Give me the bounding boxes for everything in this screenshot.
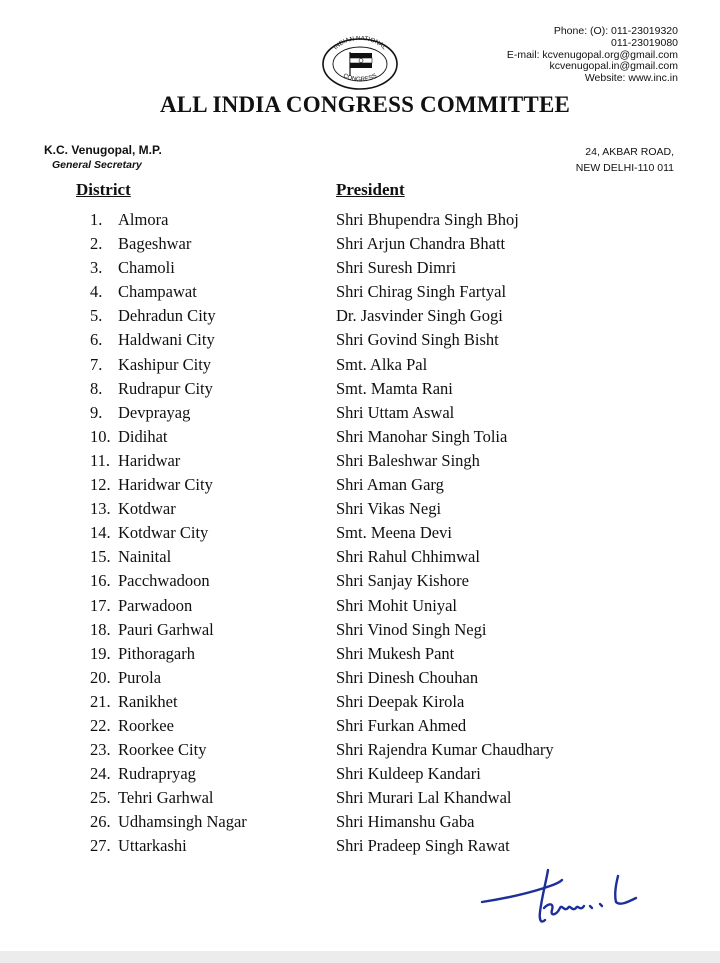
district-name: Pithoragarh	[118, 643, 195, 663]
list-item-number: 24.	[90, 764, 111, 784]
district-name: Kotdwar City	[118, 523, 209, 543]
district-column-header: District	[76, 180, 131, 199]
president-name: Shri Uttam Aswal	[336, 402, 455, 422]
list-item	[0, 594, 720, 618]
president-name: Shri Mohit Uniyal	[336, 595, 458, 615]
district-name: Nainital	[118, 547, 172, 567]
list-item	[0, 714, 720, 738]
svg-text:CONGRESS	[342, 72, 378, 83]
list-item-number: 27.	[90, 836, 111, 856]
office-address	[576, 144, 674, 176]
list-item-number: 9.	[90, 402, 103, 422]
president-name: Smt. Alka Pal	[336, 354, 428, 374]
committee-title: ALL INDIA CONGRESS COMMITTEE	[159, 92, 571, 117]
list-item-number: 20.	[90, 667, 111, 687]
list-item-number: 5.	[90, 306, 103, 326]
president-name: Shri Himanshu Gaba	[336, 812, 475, 832]
president-name: Shri Manohar Singh Tolia	[336, 426, 508, 446]
list-item-number: 10.	[90, 426, 111, 446]
district-name: Champawat	[118, 282, 197, 302]
list-item	[0, 810, 720, 834]
list-item	[0, 545, 720, 569]
president-name: Shri Rajendra Kumar Chaudhary	[336, 740, 554, 760]
president-name: Smt. Mamta Rani	[336, 378, 453, 398]
district-name: Tehri Garhwal	[118, 788, 214, 808]
list-item	[0, 834, 720, 858]
list-item-number: 23.	[90, 740, 111, 760]
list-item-number: 25.	[90, 788, 111, 808]
president-name: Shri Kuldeep Kandari	[336, 764, 481, 784]
district-name: Rudrapryag	[118, 764, 196, 784]
logo-text-top: INDIAN NATIONAL	[332, 36, 388, 52]
list-item-number: 7.	[90, 354, 103, 374]
district-name: Chamoli	[118, 258, 175, 278]
address-line-1: 24, AKBAR ROAD,	[585, 146, 674, 158]
scan-bottom-edge	[0, 951, 720, 963]
president-name: Shri Chirag Singh Fartyal	[336, 282, 507, 302]
district-name: Pauri Garhwal	[118, 619, 214, 639]
list-item	[0, 232, 720, 256]
list-item-number: 8.	[90, 378, 103, 398]
district-name: Purola	[118, 667, 162, 687]
list-item	[0, 304, 720, 328]
list-item-number: 4.	[90, 282, 103, 302]
president-name: Shri Suresh Dimri	[336, 258, 457, 278]
list-item-number: 21.	[90, 691, 111, 711]
list-item-number: 15.	[90, 547, 111, 567]
president-name: Shri Vinod Singh Negi	[336, 619, 487, 639]
president-name: Smt. Meena Devi	[336, 523, 452, 543]
list-item-number: 26.	[90, 812, 111, 832]
district-name: Udhamsingh Nagar	[118, 812, 247, 832]
list-item	[0, 690, 720, 714]
list-item-number: 13.	[90, 499, 111, 519]
district-president-list	[0, 208, 720, 859]
handwritten-signature	[478, 862, 648, 934]
district-name: Devprayag	[118, 402, 191, 422]
email-line-2: kcvenugopal.in@gmail.com	[549, 60, 678, 73]
sender-role: General Secretary	[52, 159, 142, 171]
list-item-number: 1.	[90, 210, 103, 229]
president-name: Shri Furkan Ahmed	[336, 715, 467, 735]
district-name: Didihat	[118, 426, 168, 446]
president-name: Shri Govind Singh Bisht	[336, 330, 499, 350]
president-name: Shri Murari Lal Khandwal	[336, 788, 512, 808]
president-name: Shri Vikas Negi	[336, 499, 442, 519]
district-name: Pacchwadoon	[118, 571, 210, 591]
list-item-number: 16.	[90, 571, 111, 591]
list-item-number: 18.	[90, 619, 111, 639]
list-item	[0, 208, 720, 232]
district-name: Almora	[118, 210, 169, 229]
president-name: Shri Rahul Chhimwal	[336, 547, 480, 567]
president-name: Shri Dinesh Chouhan	[336, 667, 479, 687]
district-name: Kotdwar	[118, 499, 176, 519]
district-name: Haridwar	[118, 450, 181, 470]
district-name: Uttarkashi	[118, 836, 187, 856]
district-name: Kashipur City	[118, 354, 212, 374]
contact-block	[438, 26, 678, 85]
list-item	[0, 786, 720, 810]
district-name: Parwadoon	[118, 595, 193, 615]
president-name: Shri Deepak Kirola	[336, 691, 465, 711]
president-column-header: President	[336, 180, 405, 199]
district-name: Rudrapur City	[118, 378, 213, 398]
list-item	[0, 328, 720, 352]
svg-text:INDIAN NATIONAL	[332, 36, 388, 52]
list-item-number: 11.	[90, 450, 111, 470]
president-name: Shri Aman Garg	[336, 475, 444, 495]
district-name: Bageshwar	[118, 234, 192, 254]
list-item-number: 12.	[90, 475, 111, 495]
list-item	[0, 666, 720, 690]
list-item	[0, 449, 720, 473]
president-name: Dr. Jasvinder Singh Gogi	[336, 306, 503, 326]
list-item	[0, 497, 720, 521]
president-name: Shri Arjun Chandra Bhatt	[336, 234, 506, 254]
list-item-number: 19.	[90, 643, 111, 663]
logo-text-bottom: CONGRESS	[342, 72, 378, 84]
president-name: Shri Sanjay Kishore	[336, 571, 469, 591]
president-name: Shri Bhupendra Singh Bhoj	[336, 210, 519, 229]
list-item	[0, 401, 720, 425]
list-item	[0, 280, 720, 304]
list-item	[0, 425, 720, 449]
district-name: Roorkee City	[118, 740, 207, 760]
list-item	[0, 618, 720, 642]
district-name: Ranikhet	[118, 691, 178, 711]
sender-name: K.C. Venugopal, M.P.	[44, 143, 162, 157]
list-item	[0, 642, 720, 666]
list-item	[0, 569, 720, 593]
list-item	[0, 256, 720, 280]
list-item	[0, 353, 720, 377]
list-item-number: 2.	[90, 234, 103, 254]
list-item	[0, 738, 720, 762]
list-item-number: 22.	[90, 715, 111, 735]
address-line-2: NEW DELHI-110 011	[575, 162, 674, 174]
district-name: Dehradun City	[118, 306, 216, 326]
president-name: Shri Pradeep Singh Rawat	[336, 836, 510, 856]
congress-logo	[320, 36, 400, 90]
president-name: Shri Mukesh Pant	[336, 643, 455, 663]
district-name: Roorkee	[118, 715, 174, 735]
list-item	[0, 377, 720, 401]
district-name: Haridwar City	[118, 475, 213, 495]
list-item-number: 6.	[90, 330, 103, 350]
list-item-number: 3.	[90, 258, 103, 278]
phone-line: Phone: (O): 011-23019320	[553, 25, 678, 37]
list-item-number: 14.	[90, 523, 111, 543]
email-line: E-mail: kcvenugopal.org@gmail.com	[506, 48, 678, 61]
list-item-number: 17.	[90, 595, 111, 615]
president-name: Shri Baleshwar Singh	[336, 450, 480, 470]
list-item	[0, 473, 720, 497]
website-line: Website: www.inc.in	[584, 72, 678, 85]
district-name: Haldwani City	[118, 330, 215, 350]
list-item	[0, 521, 720, 545]
phone-line-2: 011-23019080	[611, 36, 678, 49]
list-item	[0, 762, 720, 786]
